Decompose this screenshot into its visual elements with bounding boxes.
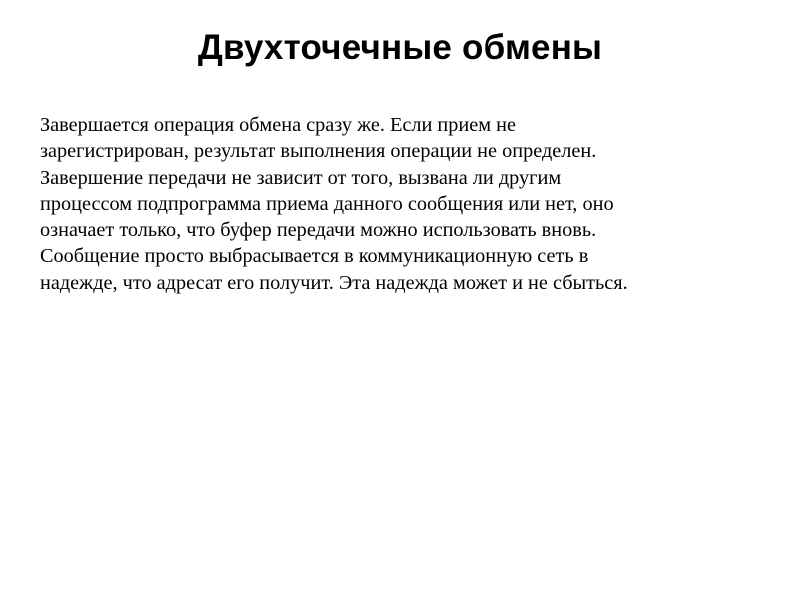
body-line: зарегистрирован, результат выполнения операции не определен.: [40, 140, 597, 163]
body-line: процессом подпрограмма приема данного сообщения или нет, оно: [40, 192, 614, 215]
slide-title: Двухточечные обмены: [197, 28, 603, 67]
body-line: Завершается операция обмена сразу же. Если прием не: [40, 114, 517, 136]
slide-body-text: [40, 112, 780, 296]
body-line: Завершение передачи не зависит от того, вызвана ли другим: [40, 166, 562, 189]
body-line: надежде, что адресат его получит. Эта надежда может и не сбыться.: [40, 271, 628, 294]
body-line: Сообщение просто выбрасывается в коммуникационную сеть в: [40, 245, 589, 268]
body-line: означает только, что буфер передачи можно использовать вновь.: [40, 219, 597, 242]
